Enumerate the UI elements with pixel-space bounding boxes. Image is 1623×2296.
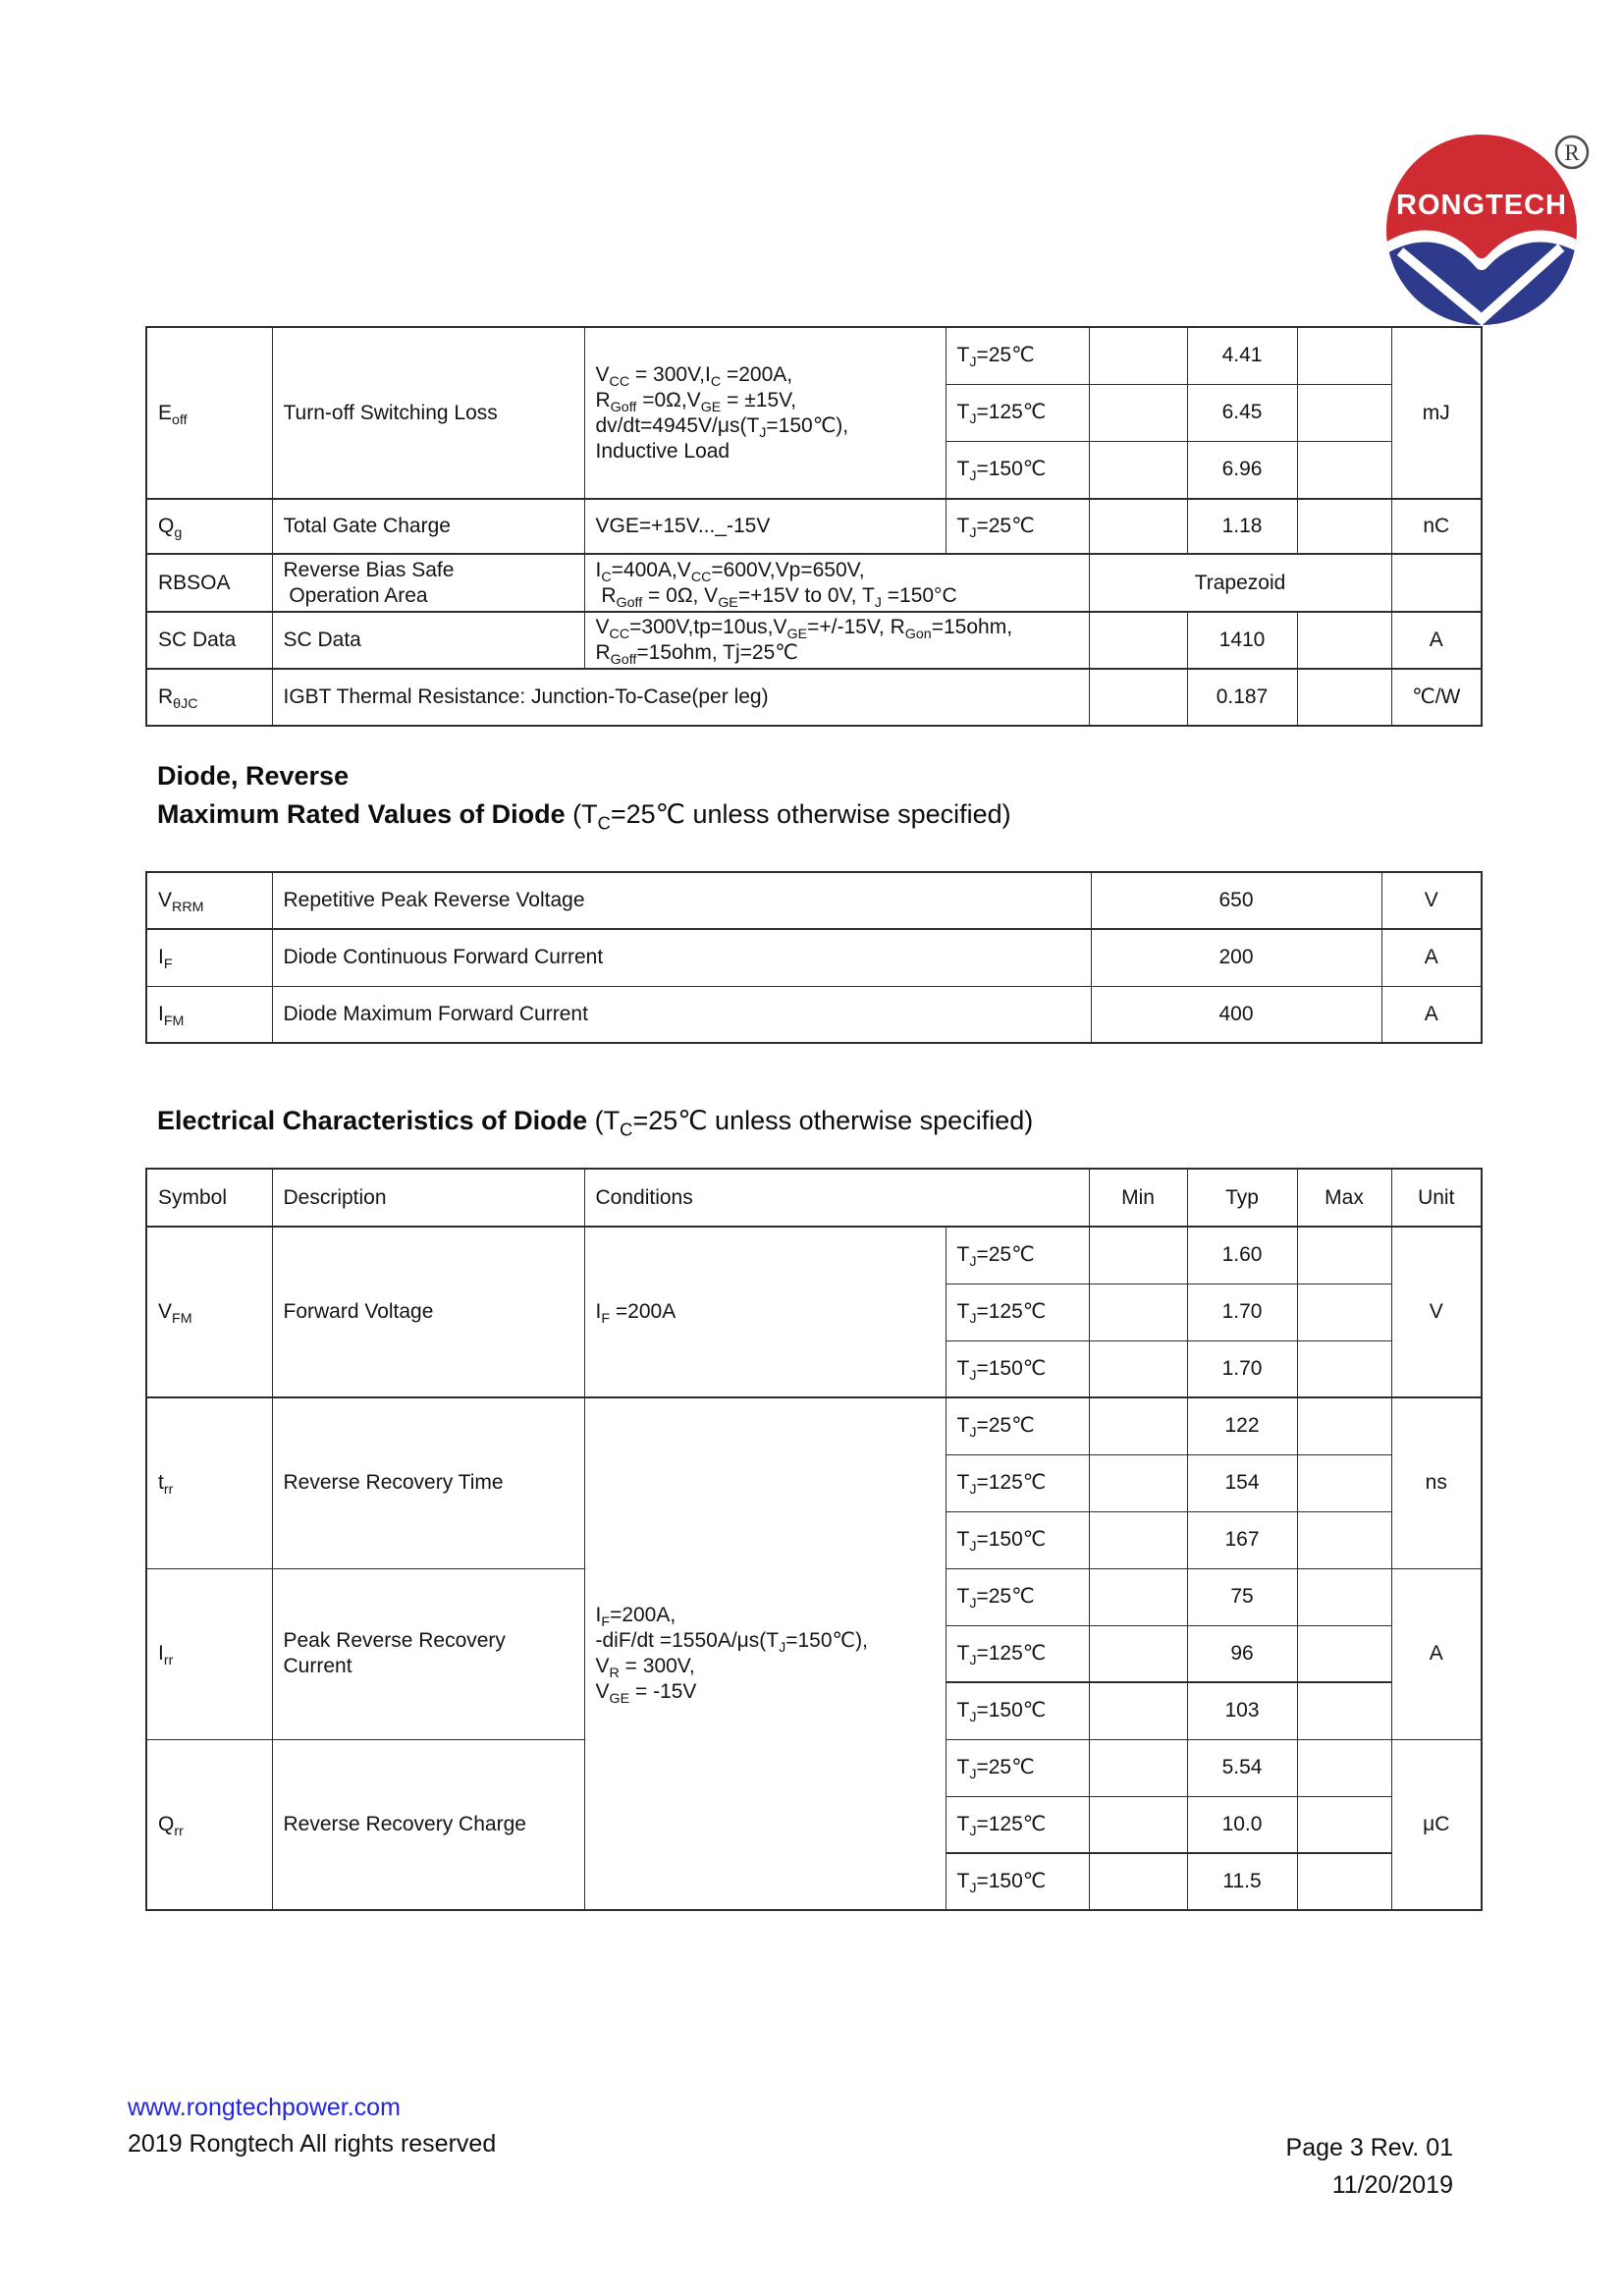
conditions-cell: $I_C=400A,V_{CC}=600V,Vp=650V$, $R_{Goff} = 0\Omega$, $V_{GE}=+15V$ to 0V, $T_J =150^\circ C$ (584, 554, 1089, 612)
max-cell (1297, 669, 1391, 726)
min-cell (1089, 1227, 1187, 1284)
min-cell (1089, 499, 1187, 554)
min-cell (1089, 327, 1187, 384)
tj-condition-cell: $T_J=125℃$ (946, 384, 1089, 441)
header-conditions: Conditions (584, 1169, 1089, 1227)
value-cell: Trapezoid (1089, 554, 1391, 612)
table-row (146, 872, 1482, 929)
min-cell (1089, 1511, 1187, 1568)
tj-condition-cell: $T_J=25℃$ (946, 1739, 1089, 1796)
typ-cell: 6.45 (1187, 384, 1297, 441)
table-row (146, 327, 1482, 384)
section-title-electrical-characteristics: Electrical Characteristics of Diode ($T_C=25℃$ unless otherwise specified) (157, 1106, 1034, 1140)
footer-left (128, 2090, 496, 2162)
min-cell (1089, 1397, 1187, 1454)
symbol-cell: $Q_{rr}$ (146, 1739, 272, 1910)
table-row (146, 1227, 1482, 1284)
unit-cell: V (1381, 872, 1482, 929)
conditions-cell: $I_F=200A$, $-diF/dt =1550A/\mu s(T_J=150℃)$, $V_R = 300V$, $V_{GE} = -15V$ (584, 1397, 946, 1910)
tj-condition-cell: $T_J=25℃$ (946, 1397, 1089, 1454)
unit-cell: V (1391, 1227, 1482, 1397)
max-cell (1297, 612, 1391, 669)
min-cell (1089, 1340, 1187, 1397)
typ-cell: 10.0 (1187, 1796, 1297, 1853)
revision-date: 11/20/2019 (1331, 2171, 1453, 2199)
description-cell: Reverse Recovery Time (272, 1397, 584, 1568)
description-cell: Total Gate Charge (272, 499, 584, 554)
tj-condition-cell: $T_J=125℃$ (946, 1284, 1089, 1340)
tj-condition-cell: $T_J=150℃$ (946, 1682, 1089, 1739)
unit-cell (1391, 554, 1482, 612)
max-cell (1297, 327, 1391, 384)
svg-text:R: R (1564, 140, 1580, 165)
table-row (146, 499, 1482, 554)
max-cell (1297, 1625, 1391, 1682)
typ-cell: 11.5 (1187, 1853, 1297, 1910)
symbol-cell: $I_{FM}$ (146, 986, 272, 1043)
typ-cell: 5.54 (1187, 1739, 1297, 1796)
table-row (146, 612, 1482, 669)
unit-cell: μC (1391, 1739, 1482, 1910)
min-cell (1089, 384, 1187, 441)
diode-max-rated-table (145, 871, 1483, 1044)
max-cell (1297, 441, 1391, 499)
header-min: Min (1089, 1169, 1187, 1227)
max-cell (1297, 1284, 1391, 1340)
table-row (146, 554, 1482, 612)
max-cell (1297, 384, 1391, 441)
min-cell (1089, 1739, 1187, 1796)
max-cell (1297, 1853, 1391, 1910)
section-title-diode-reverse (157, 757, 1011, 834)
typ-cell: 1410 (1187, 612, 1297, 669)
unit-cell: mJ (1391, 327, 1482, 499)
table-row (146, 986, 1482, 1043)
max-cell (1297, 1397, 1391, 1454)
copyright-text: 2019 Rongtech All rights reserved (128, 2130, 497, 2158)
conditions-cell: VGE=+15V..._-15V (584, 499, 946, 554)
value-cell: 400 (1091, 986, 1381, 1043)
typ-cell: 167 (1187, 1511, 1297, 1568)
value-cell: 200 (1091, 929, 1381, 986)
typ-cell: 6.96 (1187, 441, 1297, 499)
diode-electrical-characteristics-table (145, 1168, 1483, 1911)
symbol-cell: $V_{FM}$ (146, 1227, 272, 1397)
description-cell: Forward Voltage (272, 1227, 584, 1397)
header-max: Max (1297, 1169, 1391, 1227)
description-cell: SC Data (272, 612, 584, 669)
logo-brand-text: RONGTECH (1396, 190, 1567, 221)
typ-cell: 103 (1187, 1682, 1297, 1739)
typ-cell: 1.70 (1187, 1340, 1297, 1397)
table-row (146, 929, 1482, 986)
min-cell (1089, 1284, 1187, 1340)
registered-trademark-icon (1556, 137, 1588, 168)
min-cell (1089, 1454, 1187, 1511)
description-cell: Diode Maximum Forward Current (272, 986, 1091, 1043)
symbol-cell: $R_{\theta JC}$ (146, 669, 272, 726)
max-cell (1297, 1340, 1391, 1397)
tj-condition-cell: $T_J=125℃$ (946, 1796, 1089, 1853)
typ-cell: 4.41 (1187, 327, 1297, 384)
description-cell: IGBT Thermal Resistance: Junction-To-Case(per leg) (272, 669, 1089, 726)
description-cell: Turn-off Switching Loss (272, 327, 584, 499)
unit-cell: A (1381, 929, 1482, 986)
tj-condition-cell: $T_J=25℃$ (946, 499, 1089, 554)
typ-cell: 75 (1187, 1568, 1297, 1625)
description-cell: Repetitive Peak Reverse Voltage (272, 872, 1091, 929)
value-cell: 650 (1091, 872, 1381, 929)
symbol-cell: $E_{off}$ (146, 327, 272, 499)
symbol-cell: $V_{RRM}$ (146, 872, 272, 929)
typ-cell: 96 (1187, 1625, 1297, 1682)
unit-cell: A (1391, 1568, 1482, 1739)
title-line: Diode, Reverse (157, 761, 350, 791)
tj-condition-cell: $T_J=150℃$ (946, 1853, 1089, 1910)
max-cell (1297, 1568, 1391, 1625)
symbol-cell: RBSOA (146, 554, 272, 612)
unit-cell: ℃/W (1391, 669, 1482, 726)
symbol-cell: SC Data (146, 612, 272, 669)
tj-condition-cell: $T_J=150℃$ (946, 1511, 1089, 1568)
table-header-row (146, 1169, 1482, 1227)
switching-characteristics-table (145, 326, 1483, 727)
min-cell (1089, 1625, 1187, 1682)
tj-condition-cell: $T_J=25℃$ (946, 1568, 1089, 1625)
typ-cell: 1.18 (1187, 499, 1297, 554)
tj-condition-cell: $T_J=150℃$ (946, 1340, 1089, 1397)
tj-condition-cell: $T_J=25℃$ (946, 1227, 1089, 1284)
tj-condition-cell: $T_J=125℃$ (946, 1454, 1089, 1511)
max-cell (1297, 1796, 1391, 1853)
rongtech-logo (1373, 116, 1598, 344)
max-cell (1297, 1511, 1391, 1568)
section-title-max-rated: Maximum Rated Values of Diode ($T_C=25℃$ unless otherwise specified) (157, 799, 1011, 834)
typ-cell: 1.60 (1187, 1227, 1297, 1284)
table-row (146, 669, 1482, 726)
min-cell (1089, 1853, 1187, 1910)
page-revision: Page 3 Rev. 01 (1285, 2134, 1453, 2161)
tj-condition-cell: $T_J=150℃$ (946, 441, 1089, 499)
symbol-cell: $I_{rr}$ (146, 1568, 272, 1739)
symbol-cell: $t_{rr}$ (146, 1397, 272, 1568)
table-row (146, 1397, 1482, 1454)
min-cell (1089, 1796, 1187, 1853)
header-unit: Unit (1391, 1169, 1482, 1227)
symbol-cell: $I_F$ (146, 929, 272, 986)
header-description: Description (272, 1169, 584, 1227)
description-cell: Peak Reverse Recovery Current (272, 1568, 584, 1739)
max-cell (1297, 1739, 1391, 1796)
min-cell (1089, 1568, 1187, 1625)
min-cell (1089, 612, 1187, 669)
footer-right (1286, 2129, 1453, 2204)
description-cell: Reverse Recovery Charge (272, 1739, 584, 1910)
description-cell: Diode Continuous Forward Current (272, 929, 1091, 986)
header-symbol: Symbol (146, 1169, 272, 1227)
conditions-cell: $V_{CC}=300V,tp=10us,V_{GE}=+/-15V$, $R_{Gon}=15ohm$, $R_{Goff}=15ohm$, Tj=25℃ (584, 612, 1089, 669)
unit-cell: nC (1391, 499, 1482, 554)
min-cell (1089, 441, 1187, 499)
website-link[interactable]: www.rongtechpower.com (128, 2094, 401, 2121)
max-cell (1297, 1227, 1391, 1284)
max-cell (1297, 1454, 1391, 1511)
tj-condition-cell: $T_J=125℃$ (946, 1625, 1089, 1682)
max-cell (1297, 499, 1391, 554)
symbol-cell: $Q_g$ (146, 499, 272, 554)
unit-cell: A (1381, 986, 1482, 1043)
header-typ: Typ (1187, 1169, 1297, 1227)
typ-cell: 122 (1187, 1397, 1297, 1454)
max-cell (1297, 1682, 1391, 1739)
description-cell: Reverse Bias Safe Operation Area (272, 554, 584, 612)
tj-condition-cell: $T_J=25℃$ (946, 327, 1089, 384)
conditions-cell: $V_{CC} = 300V,I_C =200A$, $R_{Goff} =0\Omega,V_{GE} = \pm 15V$, $dv/dt=4945V/\mu s(T_J=150℃)$, Inductive Load (584, 327, 946, 499)
conditions-cell: $I_F =200A$ (584, 1227, 946, 1397)
unit-cell: A (1391, 612, 1482, 669)
typ-cell: 154 (1187, 1454, 1297, 1511)
typ-cell: 0.187 (1187, 669, 1297, 726)
unit-cell: ns (1391, 1397, 1482, 1568)
min-cell (1089, 1682, 1187, 1739)
min-cell (1089, 669, 1187, 726)
rongtech-logo-graphic (1373, 116, 1598, 344)
typ-cell: 1.70 (1187, 1284, 1297, 1340)
